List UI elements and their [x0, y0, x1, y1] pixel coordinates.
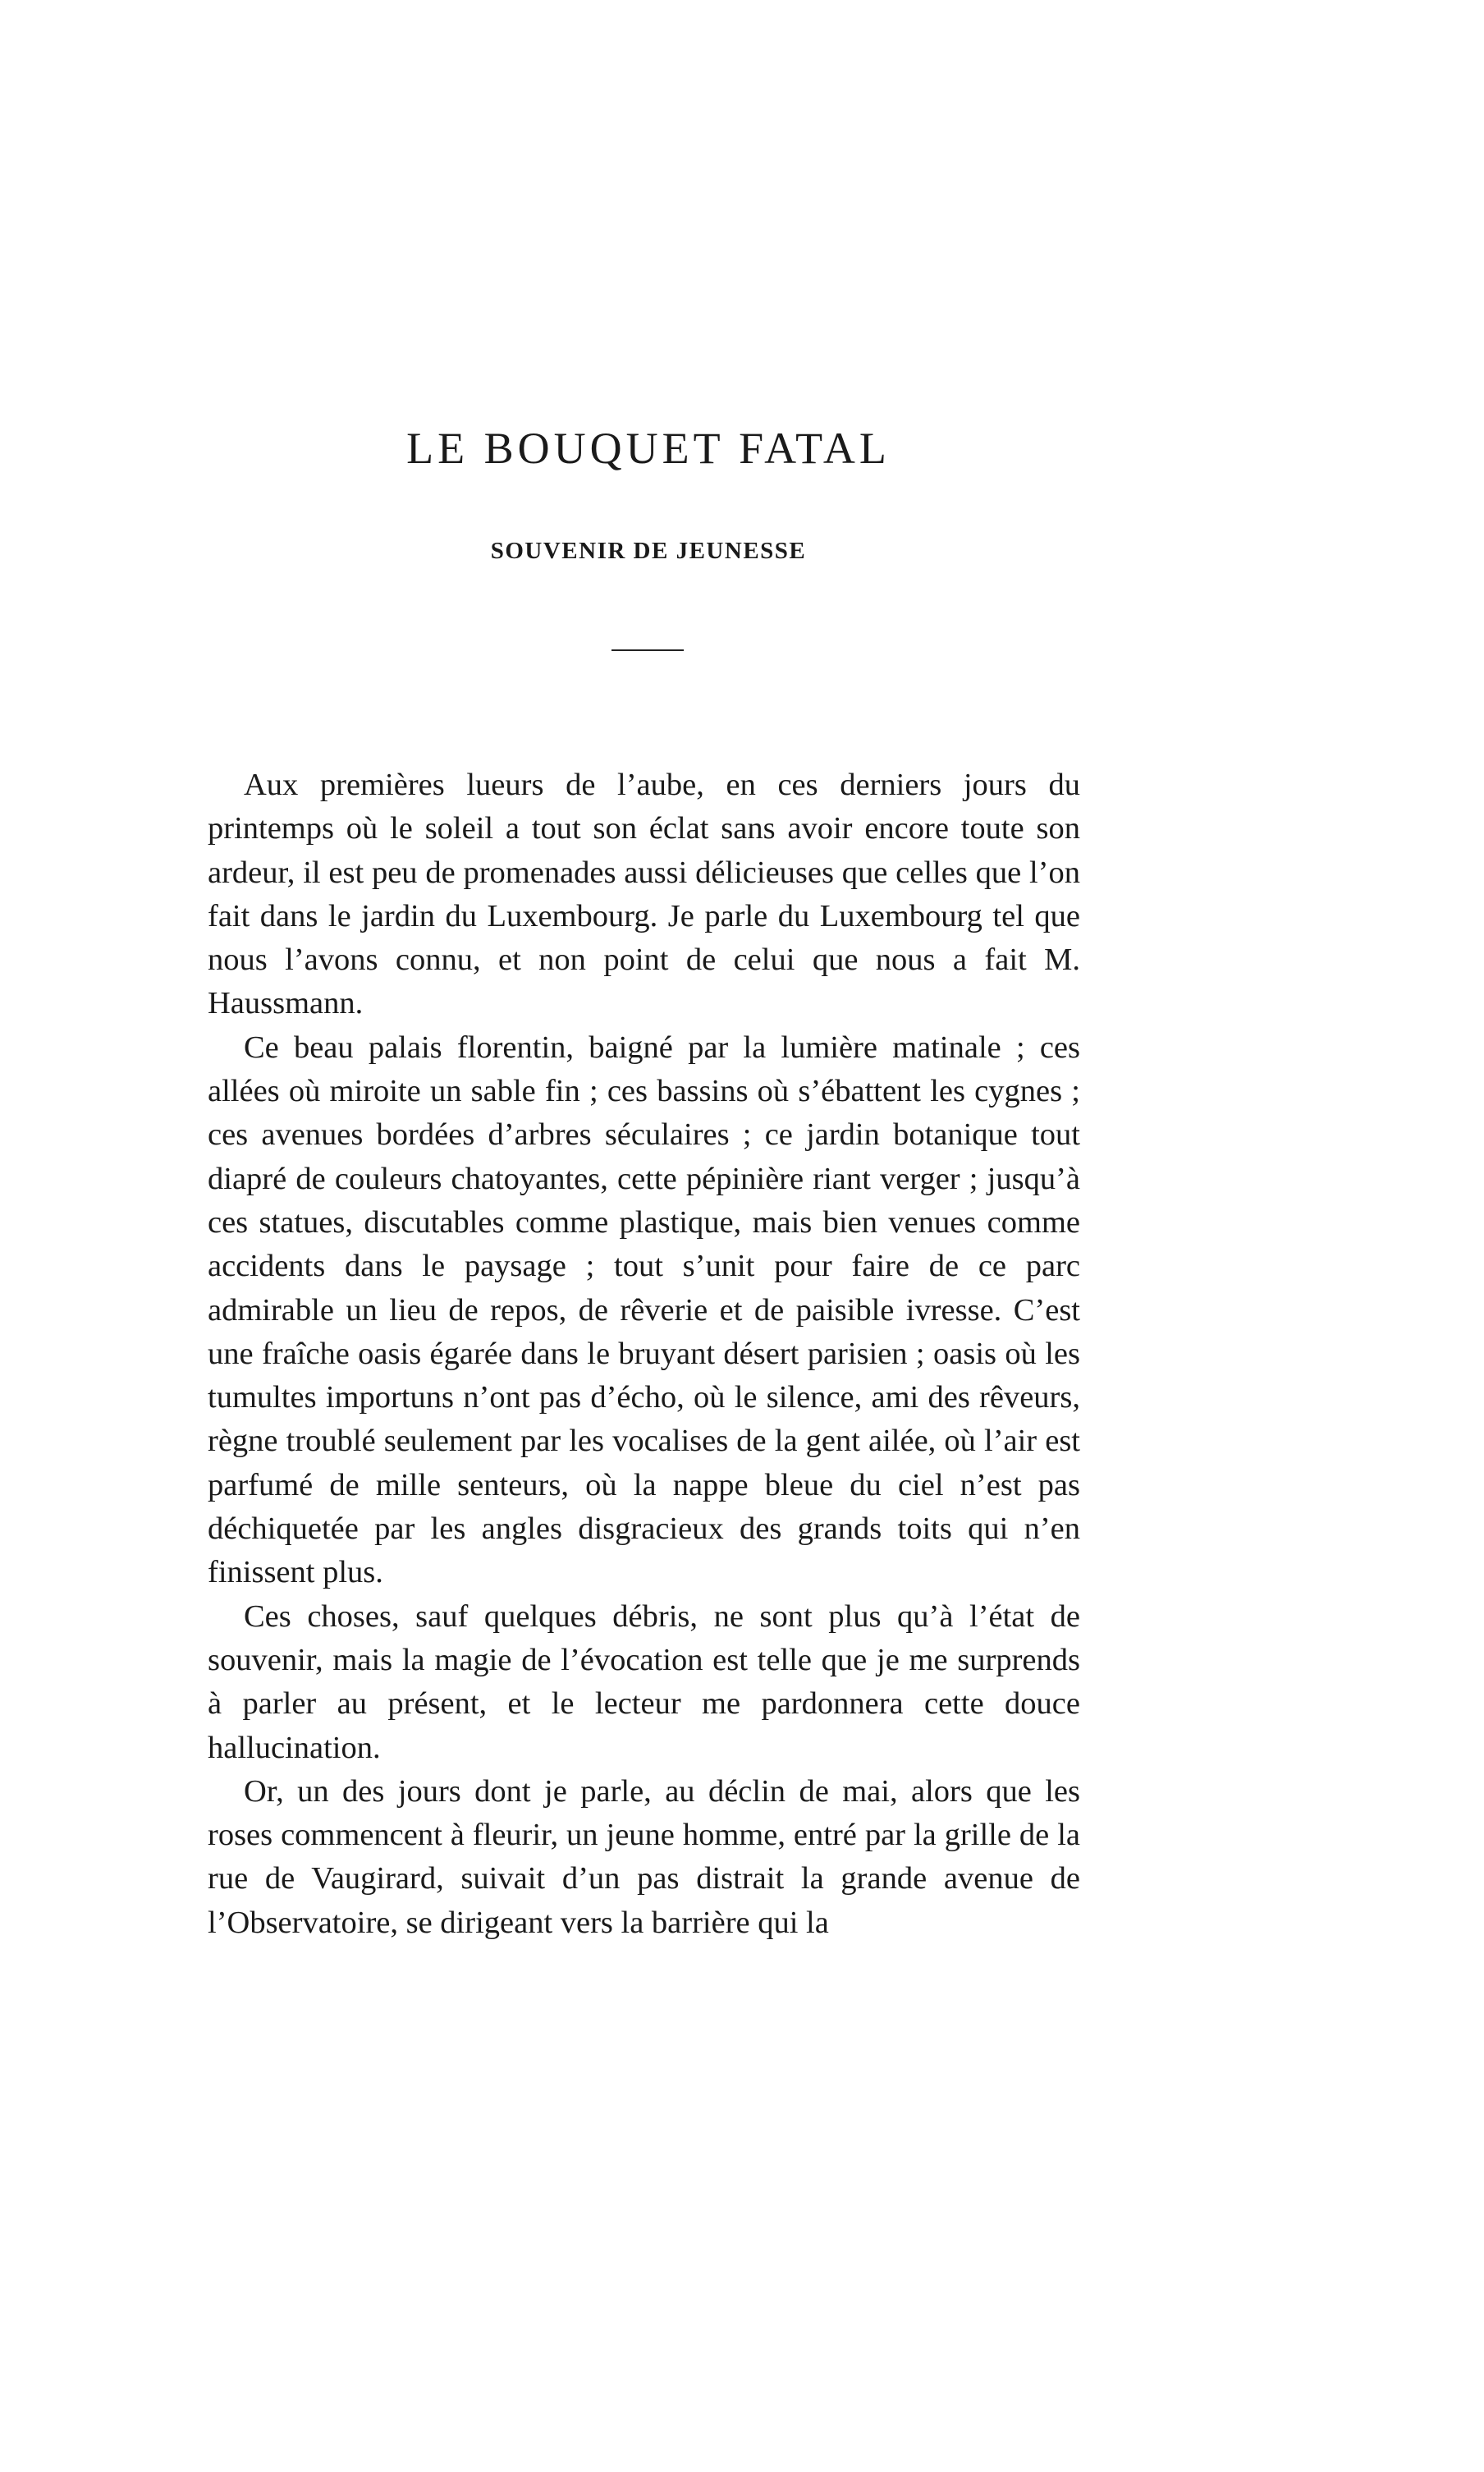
body-text [208, 764, 1080, 1945]
chapter-subtitle: SOUVENIR DE JEUNESSE [490, 538, 807, 564]
title-divider [611, 649, 684, 651]
paragraph-4: Or, un des jours dont je parle, au déclin de mai, alors que les roses commencent à fleurir, un jeune homme, entré par la grille de la rue de Vaugirard, suivait d’un pas distrait la grande avenue de l’Observatoire, se dirigeant vers la barrière qui la [208, 1773, 1080, 1940]
chapter-title: LE BOUQUET FATAL [406, 424, 891, 473]
paragraph-3: Ces choses, sauf quelques débris, ne sont plus qu’à l’état de souvenir, mais la magie de l’évocation est telle que je me surprends à parler au présent, et le lecteur me pardonnera cette douce hallucination. [208, 1598, 1080, 1765]
paragraph-2: Ce beau palais florentin, baigné par la lumière matinale ; ces allées où miroite un sable fin ; ces bassins où s’ébattent les cygnes ; ces avenues bordées d’arbres séculaires ; ce jardin botanique tout diapré de couleurs chatoyantes, cette pépinière riant verger ; jusqu’à ces statues, discutables comme plastique, mais bien venues comme accidents dans le paysage ; tout s’unit pour faire de ce parc admirable un lieu de repos, de rêverie et de paisible ivresse. C’est une fraîche oasis égarée dans le bruyant désert parisien ; oasis où les tumultes importuns n’ont pas d’écho, où le silence, ami des rêveurs, règne troublé seulement par les vocalises de la gent ailée, où l’air est parfumé de mille senteurs, où la nappe bleue du ciel n’est pas déchiquetée par les angles disgracieux des grands toits qui n’en finissent plus. [208, 1030, 1080, 1590]
paragraph-1: Aux premières lueurs de l’aube, en ces derniers jours du printemps où le soleil a tout son éclat sans avoir encore toute son ardeur, il est peu de promenades aussi délicieuses que celles que l’on fait dans le jardin du Luxembourg. Je parle du Luxembourg tel que nous l’avons connu, et non point de celui que nous a fait M. Haussmann. [208, 768, 1080, 1021]
